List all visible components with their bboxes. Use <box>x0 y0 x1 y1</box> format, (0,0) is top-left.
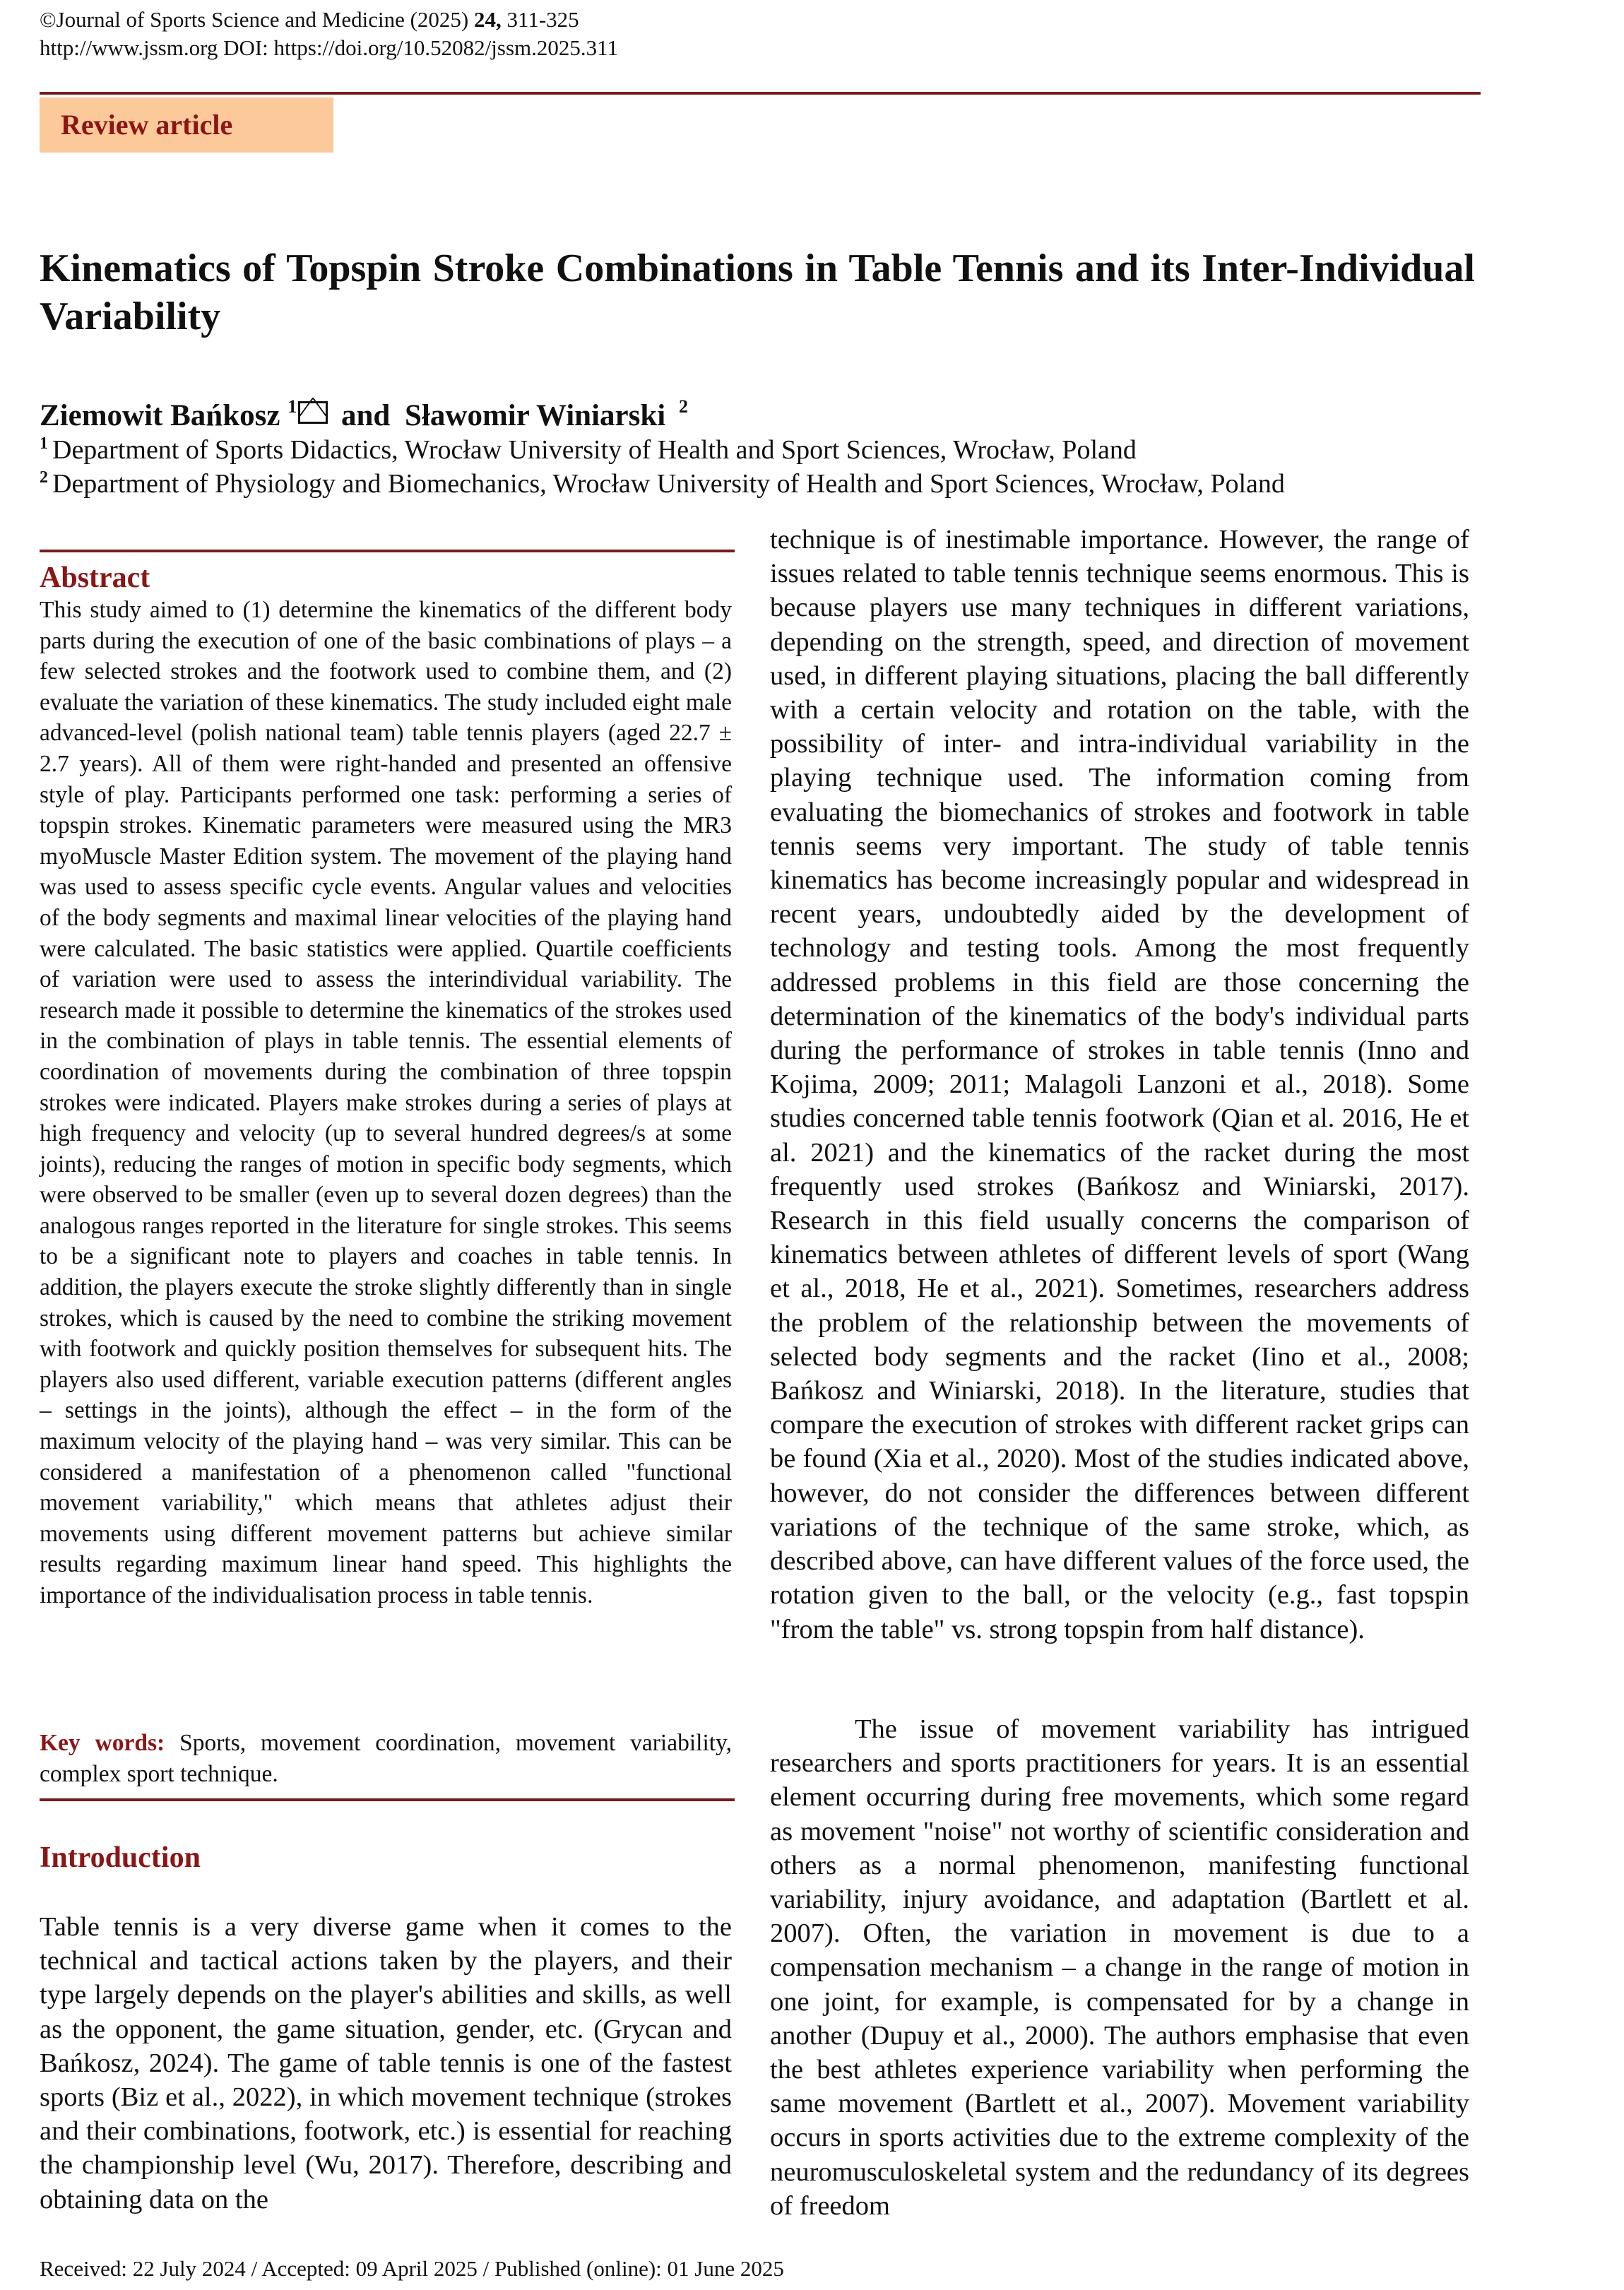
journal-volume: 24, <box>474 7 502 32</box>
author-conjunction: and <box>340 399 391 432</box>
keywords-bottom-rule <box>40 1798 735 1801</box>
header-rule <box>40 92 1481 95</box>
article-type-badge: Review article <box>40 97 333 153</box>
author-1: Ziemowit Bańkosz <box>40 399 280 432</box>
introduction-left-text: Table tennis is a very diverse game when it comes to the technical and tactical actions taken by the players, and their type largely depends on the player's abilities and skills, as well as the opponent, the game situation, gender, etc. (Grycan and Bańkosz, 2024). The game of table tennis is one of the fastest sports (Biz et al., 2022), in which movement technique (strokes and their combinations, footwork, etc.) is essential for reaching the championship level (Wu, 2017). Therefore, describing and obtaining data on the <box>40 1912 732 2214</box>
introduction-right-para-2: The issue of movement variability has intrigued researchers and sports practitioners for years. It is an essential element occurring during free movements, which some regard as movement "noise" not worthy of scientific consideration and others as a normal phenomenon, manifesting functional variability, injury avoidance, and adaptation (Bartlett et al. 2007). Often, the variation in movement is due to a compensation mechanism – a change in the range of motion in one joint, for example, is compensated for by a change in another (Dupuy et al., 2000). The authors emphasise that even the best athletes experience variability when performing the same movement (Bartlett et al., 2007). Movement variability occurs in sports activities due to the extreme complexity of the neuromusculoskeletal system and the redundancy of its degrees of freedom <box>770 1714 1469 2221</box>
introduction-right-para-1: technique is of inestimable importance. However, the range of issues related to table tennis technique seems enormous. This is because players use many techniques in different variations, depending on the strength, speed, and direction of movement used, in different playing situations, placing the ball differently with a certain velocity and rotation on the table, with the possibility of inter- and intra-individual variability in the playing technique used. The information coming from evaluating the biomechanics of strokes and footwork in table tennis seems very important. The study of table tennis kinematics has become increasingly popular and widespread in recent years, undoubtedly aided by the development of technology and testing tools. Among the most frequently addressed problems in this field are those concerning the determination of the kinematics of the body's individual parts during the performance of strokes in table tennis (Inno and Kojima, 2009; 2011; Malagoli Lanzoni et al., 2018). Some studies concerned table tennis footwork (Qian et al. 2016, He et al. 2021) and the kinematics of the racket during the most frequently used strokes (Bańkosz and Winiarski, 2017). Research in this field usually concerns the comparison of kinematics between athletes of different levels of sport (Wang et al., 2018, He et al., 2021). Sometimes, researchers address the problem of the relationship between the movements of selected body segments and the racket (Iino et al., 2008; Bańkosz and Winiarski, 2018). In the literature, studies that compare the execution of strokes with different racket grips can be found (Xia et al., 2020). Most of the studies indicated above, however, do not consider the differences between different variations of the technique of the same stroke, which, as described above, can have different values of the force used, the rotation given to the ball, or the velocity (e.g., fast topspin "from the table" vs. strong topspin from half distance). <box>770 525 1469 1644</box>
journal-citation <box>40 6 579 34</box>
keywords-text: Sports, movement coordination, movement variability, complex sport technique. <box>40 1730 733 1787</box>
affiliation-2-text: Department of Physiology and Biomechanics, Wrocław University of Health and Sport Sciences, Wrocław, Poland <box>52 469 1285 499</box>
keywords <box>40 1728 732 1789</box>
email-icon[interactable] <box>298 401 328 424</box>
author-2-affil: 2 <box>678 396 688 417</box>
affiliation-2-num: 2 <box>40 468 48 487</box>
abstract-heading: Abstract <box>40 562 150 594</box>
journal-url-doi[interactable]: http://www.jssm.org DOI: https://doi.org/10.52082/jssm.2025.311 <box>40 35 618 60</box>
publication-dates: Received: 22 July 2024 / Accepted: 09 April 2025 / Published (online): 01 June 2025 <box>40 2256 784 2281</box>
author-1-affil: 1 <box>288 396 297 417</box>
journal-pages: 311-325 <box>501 7 579 32</box>
introduction-heading: Introduction <box>40 1841 201 1874</box>
abstract-top-rule <box>40 550 735 552</box>
author-2: Sławomir Winiarski <box>405 399 666 432</box>
keywords-label: Key words: <box>40 1730 165 1756</box>
article-title: Kinematics of Topspin Stroke Combinations in Table Tennis and its Inter-Individual Variability <box>40 247 1475 338</box>
abstract-text: This study aimed to (1) determine the kinematics of the different body parts during the execution of one of the basic combinations of plays – a few selected strokes and the footwork used to combine them, and (2) evaluate the variation of these kinematics. The study included eight male advanced-level (polish national team) table tennis players (aged 22.7 ± 2.7 years). All of them were right-handed and presented an offensive style of play. Participants performed one task: performing a series of topspin strokes. Kinematic parameters were measured using the MR3 myoMuscle Master Edition system. The movement of the playing hand was used to assess specific cycle events. Angular values and velocities of the body segments and maximal linear velocities of the playing hand were calculated. The basic statistics were applied. Quartile coefficients of variation were used to assess the interindividual variability. The research made it possible to determine the kinematics of the strokes used in the combination of plays in table tennis. The essential elements of coordination of movements during the combination of three topspin strokes were indicated. Players make strokes during a series of plays at high frequency and velocity (up to several hundred degrees/s at some joints), reducing the ranges of motion in specific body segments, which were observed to be smaller (even up to several dozen degrees) than the analogous ranges reported in the literature for single strokes. This seems to be a significant note to players and coaches in table tennis. In addition, the players execute the stroke slightly differently than in single strokes, which is caused by the need to combine the striking movement with footwork and quickly position themselves for subsequent hits. The players also used different, variable execution patterns (different angles – settings in the joints), although the effect – in the form of the maximum velocity of the playing hand – was very similar. This can be considered a manifestation of a phenomenon called "functional movement variability," which means that athletes adjust their movements using different movement patterns but achieve similar results regarding maximum linear hand speed. This highlights the importance of the individualisation process in table tennis. <box>40 597 732 1608</box>
affiliation-2 <box>40 461 1285 501</box>
affiliation-1-text: Department of Sports Didactics, Wrocław University of Health and Sport Sciences, Wrocław, Poland <box>52 435 1137 465</box>
journal-name: ©Journal of Sports Science and Medicine (2025) <box>40 7 474 32</box>
affiliation-1-num: 1 <box>40 434 48 453</box>
